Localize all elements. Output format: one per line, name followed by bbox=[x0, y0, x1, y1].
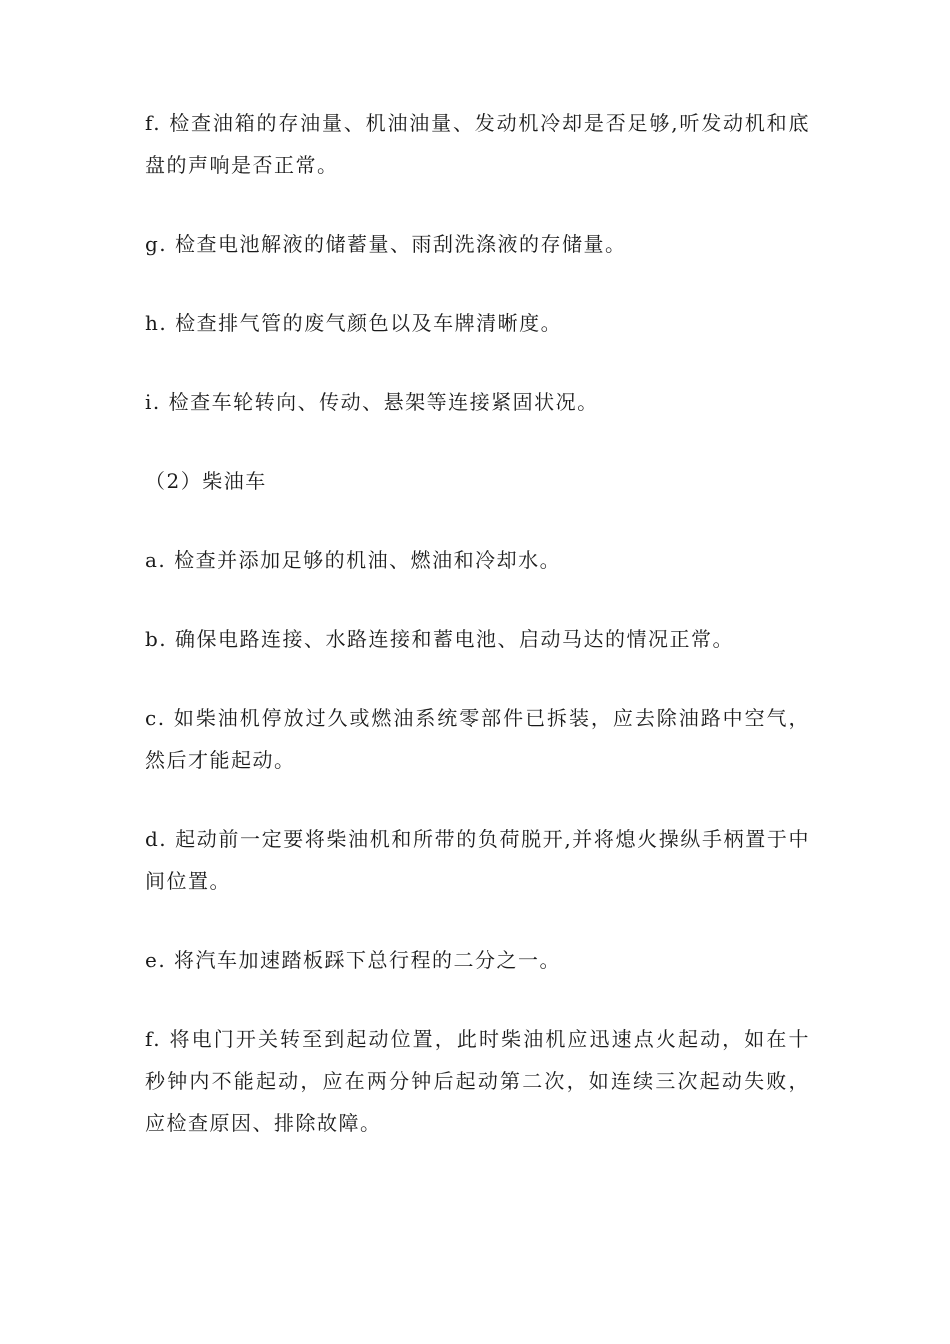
paragraph-e-accelerator: e. 将汽车加速踏板踩下总行程的二分之一。 bbox=[145, 948, 562, 972]
paragraph-f-fuel-check: f. 检查油箱的存油量、机油油量、发动机冷却是否足够,听发动机和底盘的声响是否正常。 bbox=[145, 111, 810, 177]
paragraph-b-connections: b. 确保电路连接、水路连接和蓄电池、启动马达的情况正常。 bbox=[145, 627, 735, 651]
paragraph-f-start: f. 将电门开关转至到起动位置，此时柴油机应迅速点火起动，如在十秒钟内不能起动，应在两分钟后起动第二次，如连续三次起动失败，应检查原因、排除故障。 bbox=[145, 1027, 810, 1135]
paragraph-h-exhaust-check: h. 检查排气管的废气颜色以及车牌清晰度。 bbox=[145, 311, 563, 335]
document-body bbox=[145, 102, 810, 1181]
paragraph-g-battery-check: g. 检查电池解液的储蓄量、雨刮洗涤液的存储量。 bbox=[145, 232, 627, 256]
paragraph-i-wheel-check: i. 检查车轮转向、传动、悬架等连接紧固状况。 bbox=[145, 390, 599, 414]
section-heading-diesel: （2）柴油车 bbox=[145, 469, 267, 493]
paragraph-d-disengage-load: d. 起动前一定要将柴油机和所带的负荷脱开,并将熄火操纵手柄置于中间位置。 bbox=[145, 827, 810, 893]
paragraph-a-fluids: a. 检查并添加足够的机油、燃油和冷却水。 bbox=[145, 548, 562, 572]
paragraph-c-air-removal: c. 如柴油机停放过久或燃油系统零部件已拆装，应去除油路中空气，然后才能起动。 bbox=[145, 706, 810, 772]
